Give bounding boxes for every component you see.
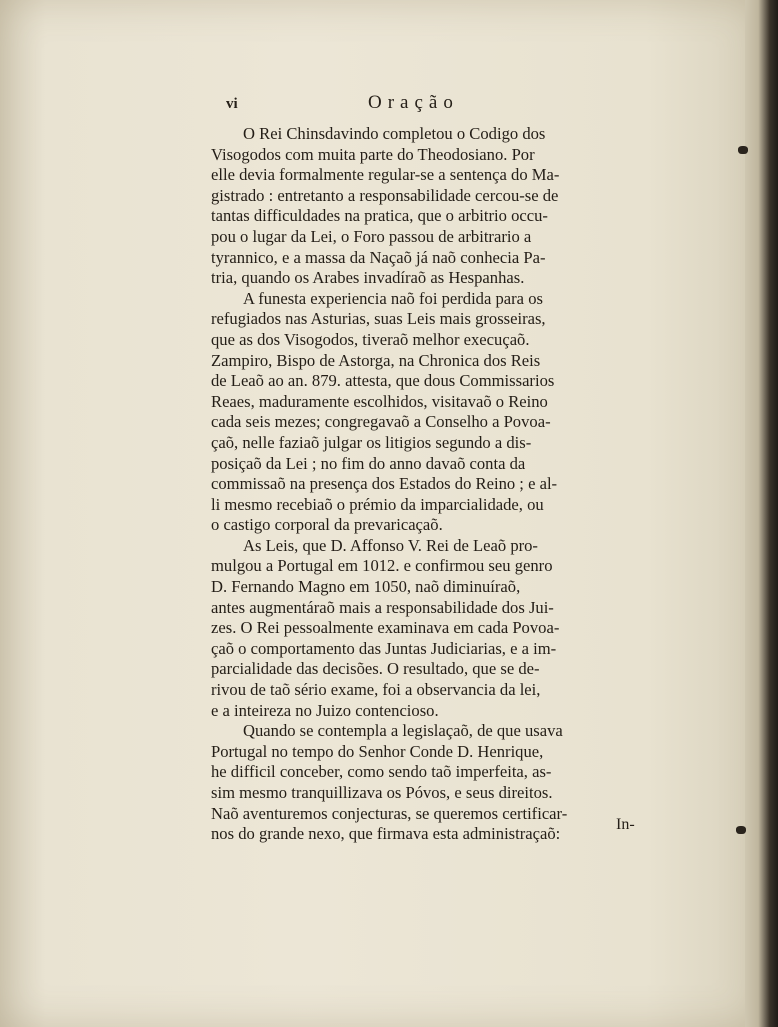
text-line: çaõ, nelle faziaõ julgar os litigios segundo a dis- [211, 432, 532, 452]
text-line: que as dos Visogodos, tiveraõ melhor execuçaõ. [211, 329, 530, 349]
text-line: o castigo corporal da prevaricaçaõ. [211, 515, 443, 535]
text-line: parcialidade das decisões. O resultado, que se de- [211, 659, 540, 679]
text-line: he difficil conceber, como sendo taõ imperfeita, as- [211, 762, 552, 782]
text-line: antes augmentáraõ mais a responsabilidade dos Jui- [211, 597, 554, 617]
text-line: e a inteireza no Juizo contencioso. [211, 700, 439, 720]
text-line: tyrannico, e a massa da Naçaõ já naõ conhecia Pa- [211, 247, 546, 267]
text-line: tria, quando os Arabes invadíraõ as Hespanhas. [211, 268, 525, 288]
text-line: rivou de taõ sério exame, foi a observancia da lei, [211, 680, 541, 700]
running-title: Oração [368, 92, 459, 113]
text-line: posiçaõ da Lei ; no fim do anno davaõ conta da [211, 453, 526, 473]
book-spine [745, 0, 778, 1027]
text-line: sim mesmo tranquillizava os Póvos, e seus direitos. [211, 783, 553, 802]
text-line: cada seis mezes; congregavaõ a Conselho a Povoa- [211, 412, 551, 432]
paragraph [211, 721, 651, 845]
text-line: elle devia formalmente regular-se a sentença do Ma- [211, 165, 560, 185]
folio-number: vi [226, 96, 238, 112]
text-line: As Leis, que D. Affonso V. Rei de Leaõ pro- [243, 535, 538, 555]
text-line: commissaõ na presença dos Estados do Reino ; e al- [211, 474, 558, 494]
text-line: Reaes, maduramente escolhidos, visitavaõ o Reino [211, 391, 548, 411]
text-line: çaõ o comportamento das Juntas Judiciarias, e a im- [211, 638, 557, 658]
paragraph [211, 289, 651, 536]
catchword: In- [616, 816, 635, 833]
text-line: D. Fernando Magno em 1050, naõ diminuíraõ, [211, 577, 521, 597]
paragraph [211, 124, 651, 289]
text-line: zes. O Rei pessoalmente examinava em cada Povoa- [211, 618, 560, 638]
text-line: tantas difficuldades na pratica, que o arbitrio occu- [211, 206, 548, 226]
text-line: de Leaõ ao an. 879. attesta, que dous Commissarios [211, 371, 555, 391]
edge-mark [738, 146, 748, 154]
text-line: O Rei Chinsdavindo completou o Codigo dos [243, 124, 546, 143]
text-line: refugiados nas Asturias, suas Leis mais grosseiras, [211, 309, 546, 329]
text-line: Portugal no tempo do Senhor Conde D. Henrique, [211, 741, 544, 761]
edge-mark [736, 826, 746, 834]
text-line: Visogodos com muita parte do Theodosiano. Por [211, 144, 535, 164]
text-line: Naõ aventuremos conjecturas, se queremos certificar- [211, 803, 568, 823]
paragraph [211, 536, 651, 721]
text-line: Zampiro, Bispo de Astorga, na Chronica dos Reis [211, 350, 541, 370]
text-line: mulgou a Portugal em 1012. e confirmou seu genro [211, 556, 553, 576]
text-line: A funesta experiencia naõ foi perdida para os [243, 288, 543, 308]
text-line: nos do grande nexo, que firmava esta administraçaõ: [211, 824, 561, 844]
text-line: gistrado : entretanto a responsabilidade cercou-se de [211, 185, 559, 205]
text-line: Quando se contempla a legislaçaõ, de que usava [243, 721, 563, 741]
body-text [211, 124, 651, 845]
text-line: li mesmo recebiaõ o prémio da imparcialidade, ou [211, 494, 544, 514]
page-header [226, 92, 646, 122]
text-line: pou o lugar da Lei, o Foro passou de arbitrario a [211, 226, 532, 246]
